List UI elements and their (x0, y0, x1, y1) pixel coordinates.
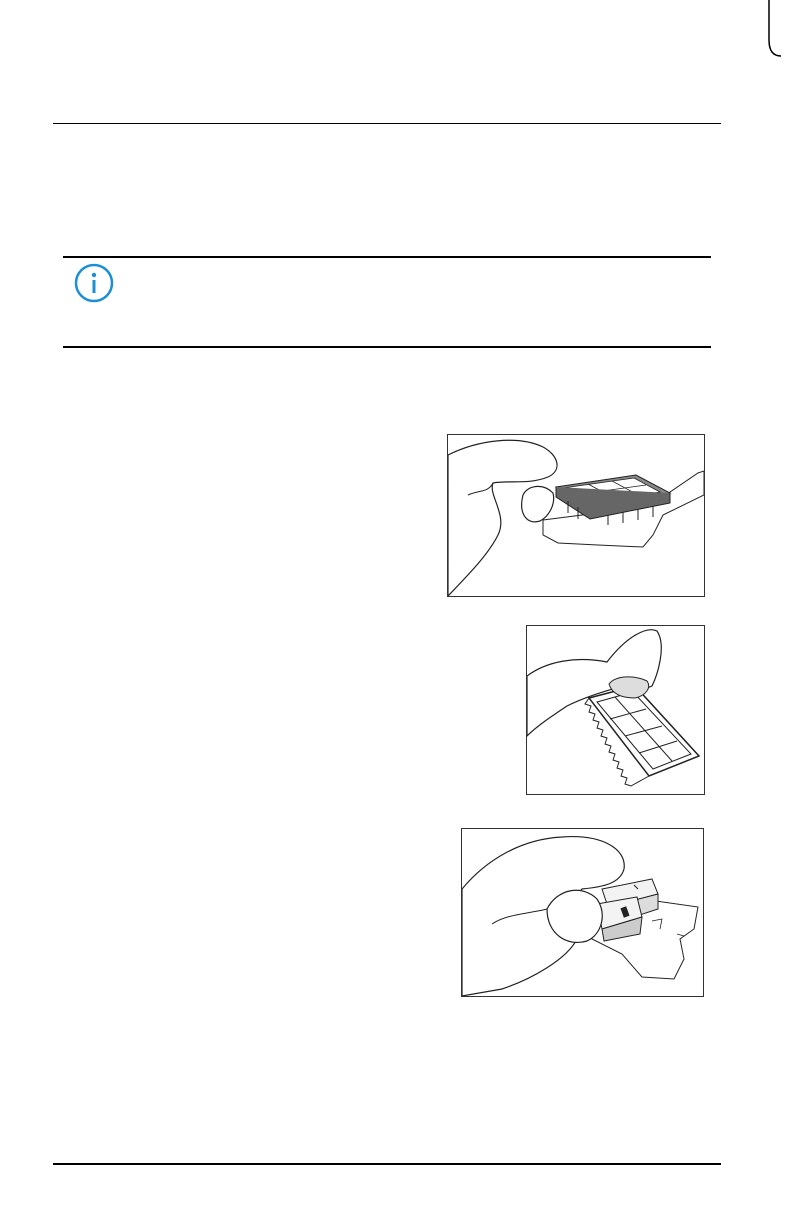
corner-tab (757, 0, 781, 60)
header-rule (53, 123, 721, 124)
illustration-inserting-cartridge (461, 828, 704, 997)
info-icon (74, 263, 114, 303)
footer-rule (53, 1163, 721, 1165)
note-bottom-rule (63, 346, 711, 348)
note-top-rule (63, 256, 711, 258)
illustration-pressing-filter-grid (526, 625, 705, 795)
illustration-lifting-filter-tray (447, 434, 705, 597)
